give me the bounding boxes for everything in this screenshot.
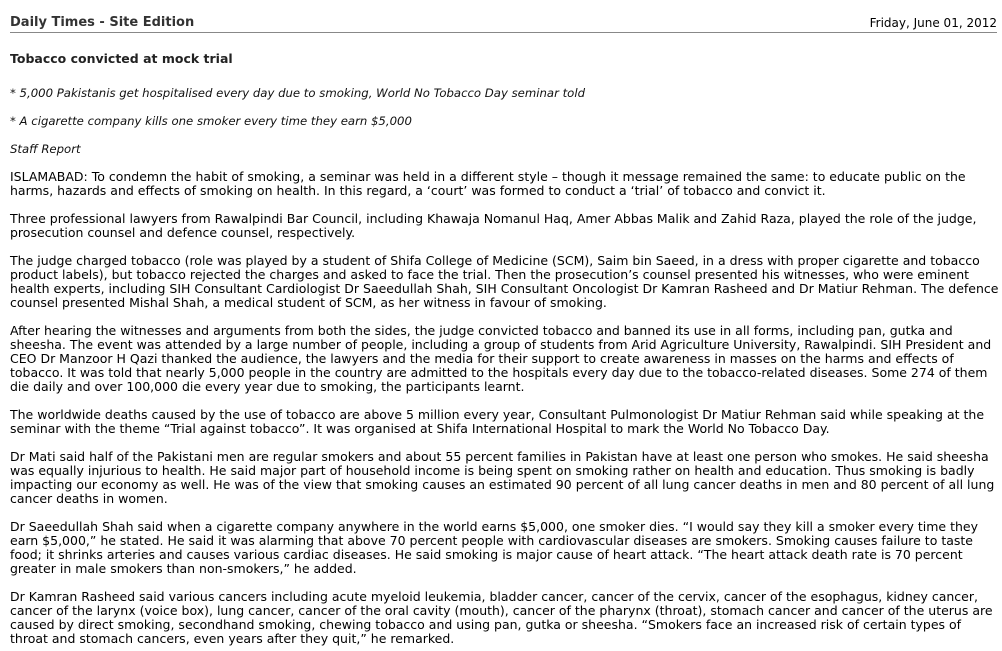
publication-date: Friday, June 01, 2012 [869,16,997,30]
masthead [10,13,997,33]
paragraph-1: ISLAMABAD: To condemn the habit of smoking, a seminar was held in a different style – though it message remained the same: to educate public on the harms, hazards and effects of smoking on health. In this regard, a ‘court’ was formed to conduct a ‘trial’ of tobacco and convict it. [10,169,966,198]
subheading-2: * A cigarette company kills one smoker every time they earn $5,000 [10,114,412,128]
site-title: Daily Times - Site Edition [10,15,195,30]
paragraph-7: Dr Saeedullah Shah said when a cigarette company anywhere in the world earns $5,000, one smoker dies. “I would say they kill a smoker every time they earn $5,000,” he stated. He said it was alarming that above 70 percent people with cardiovascular diseases are smokers. Smoking causes failure to taste food; it shrinks arteries and causes various cardiac diseases. He said smoking is major cause of heart attack. “The heart attack death rate is 70 percent greater in male smokers than non-smokers,” he added. [10,519,978,576]
byline: Staff Report [10,142,81,156]
paragraph-5: The worldwide deaths caused by the use of tobacco are above 5 million every year, Consultant Pulmonologist Dr Matiur Rehman said while speaking at the seminar with the theme “Trial against tobacco”. It was organised at Shifa International Hospital to mark the World No Tobacco Day. [10,407,985,436]
paragraph-2: Three professional lawyers from Rawalpindi Bar Council, including Khawaja Nomanul Haq, Amer Abbas Malik and Zahid Raza, played the role of the judge, prosecution counsel and defence counsel, respectively. [10,211,977,240]
paragraph-4: After hearing the witnesses and arguments from both the sides, the judge convicted tobacco and banned its use in all forms, including pan, gutka and sheesha. The event was attended by a large number of people, including a group of students from Arid Agriculture University, Rawalpindi. SIH President and CEO Dr Manzoor H Qazi thanked the audience, the lawyers and the media for their support to create awareness in masses on the harms and effects of tobacco. It was told that nearly 5,000 people in the country are admitted to the hospitals every day due to the tobacco-related diseases. Some 274 of them die daily and over 100,000 die every year due to smoking, the participants learnt. [10,323,992,394]
paragraph-6: Dr Mati said half of the Pakistani men are regular smokers and about 55 percent families in Pakistan have at least one person who smokes. He said sheesha was equally injurious to health. He said major part of household income is being spent on smoking rather on health and education. Thus smoking is badly impacting our economy as well. He was of the view that smoking causes an estimated 90 percent of all lung cancer deaths in men and 80 percent of all lung cancer deaths in women. [10,449,995,506]
paragraph-3: The judge charged tobacco (role was played by a student of Shifa College of Medicine (SCM), Saim bin Saeed, in a dress with proper cigarette and tobacco product labels), but tobacco rejected the charges and asked to face the trial. Then the prosecution’s counsel presented his witnesses, who were eminent health experts, including SIH Consultant Cardiologist Dr Saeedullah Shah, SIH Consultant Oncologist Dr Kamran Rasheed and Dr Matiur Rehman. The defence counsel presented Mishal Shah, a medical student of SCM, as her witness in favour of smoking. [10,253,999,310]
subheading-1: * 5,000 Pakistanis get hospitalised every day due to smoking, World No Tobacco Day seminar told [10,86,585,100]
paragraph-8: Dr Kamran Rasheed said various cancers including acute myeloid leukemia, bladder cancer, cancer of the cervix, cancer of the esophagus, kidney cancer, cancer of the larynx (voice box), lung cancer, cancer of the oral cavity (mouth), cancer of the pharynx (throat), stomach cancer and cancer of the uterus are caused by direct smoking, secondhand smoking, chewing tobacco and using pan, gutka or sheesha. “Smokers face an increased risk of certain types of throat and stomach cancers, even years after they quit,” he remarked. [10,589,993,646]
article-headline: Tobacco convicted at mock trial [10,51,233,66]
article-body [10,170,1000,651]
